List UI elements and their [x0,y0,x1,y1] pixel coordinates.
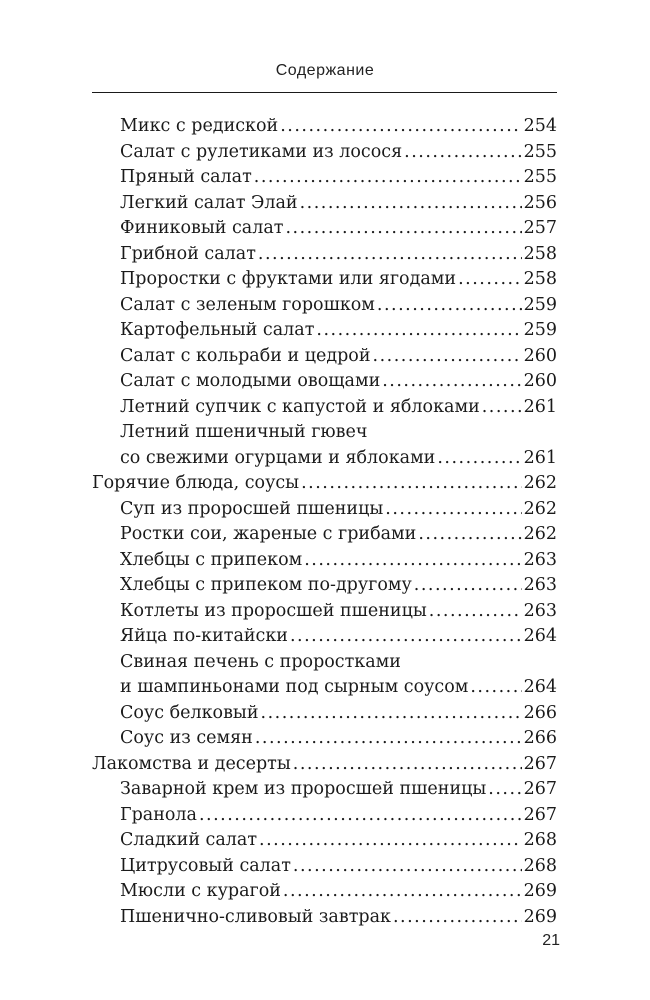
dot-leader [258,242,522,268]
toc-entry-title: Пряный салат [120,167,252,187]
toc-entry-title: Цитрусовый салат [120,855,291,876]
dot-leader [259,828,522,854]
toc-entry [92,497,557,523]
toc-entry-title: Салат с кольраби и цедрой [120,345,371,366]
toc-entry [92,191,557,217]
toc-entry-title: Картофельный салат [120,320,315,340]
toc-entry-title: Салат с рулетиками из лосося [120,141,403,162]
dot-leader [285,216,521,242]
toc-entry-title: Микс с редиской [120,116,279,136]
toc-entry [92,854,557,880]
toc-entry-page: 262 [523,473,557,493]
toc-entry [92,548,557,574]
dot-leader [316,318,521,344]
toc-entry-page: 261 [523,396,557,417]
toc-entry [92,267,557,293]
toc-entry-title: Яйца по-китайски [120,626,288,646]
dot-leader [300,191,522,217]
dot-leader [470,675,521,701]
toc-entry-page: 258 [523,269,557,289]
toc-entry [92,777,557,803]
toc-entry [92,726,557,752]
dot-leader [290,624,522,650]
toc-entry-page: 264 [523,677,557,697]
toc-entry [92,905,557,931]
toc-entry [92,803,557,829]
toc-entry-title: Соус из семян [120,728,253,748]
toc-entry [92,242,557,268]
toc-entry-page: 257 [523,218,557,238]
toc-entry-title-line1: Свиная печень с проростками [120,651,401,672]
toc-entry [92,701,557,727]
toc-section-entry [92,752,557,778]
toc-entry-title: Салат с молодыми овощами [120,371,381,391]
toc-entry-title: Суп из проросшей пшеницы [120,498,384,519]
dot-leader [482,395,522,421]
dot-leader [254,165,522,191]
dot-leader [373,344,522,370]
toc-entry-title: Мюсли с курагой [120,881,281,901]
dot-leader [293,752,522,778]
toc-entry-page: 259 [523,320,557,340]
toc-entry [92,420,557,471]
toc-entry-page: 268 [523,830,557,850]
toc-entry-page: 263 [523,600,557,621]
toc-entry-page: 262 [523,498,557,519]
dot-leader [261,701,522,727]
toc-entry-title: Соус белковый [120,702,259,723]
dot-leader [283,879,522,905]
dot-leader [458,267,522,293]
dot-leader [199,803,522,829]
table-of-contents [92,114,557,930]
toc-section-entry [92,471,557,497]
toc-entry-title: Грибной салат [120,243,256,264]
dot-leader [429,599,522,625]
toc-entry-page: 266 [523,702,557,723]
toc-entry-title: Горячие блюда, соусы [92,473,300,493]
toc-entry [92,624,557,650]
dot-leader [488,777,521,803]
toc-entry [92,879,557,905]
toc-entry-page: 255 [523,167,557,187]
toc-entry-title: Хлебцы с припеком [120,549,303,570]
toc-entry-title: Хлебцы с припеком по-другому [120,575,412,595]
toc-entry-page: 259 [523,294,557,315]
toc-entry-page: 260 [523,345,557,366]
dot-leader [255,726,522,752]
toc-entry [92,344,557,370]
toc-entry-page: 263 [523,575,557,595]
toc-entry [92,573,557,599]
toc-entry-title: Сладкий салат [120,830,258,850]
dot-leader [393,905,522,931]
dot-leader [377,293,522,319]
toc-entry-title: Легкий салат Элай [120,192,298,213]
dot-leader [280,114,521,140]
toc-entry-page: 267 [523,804,557,825]
toc-entry [92,216,557,242]
dot-leader [293,854,522,880]
toc-entry-title: Котлеты из проросшей пшеницы [120,600,427,621]
toc-entry-title: Салат с зеленым горошком [120,294,375,315]
toc-entry-title-line1: Летний пшеничный гювеч [120,422,368,442]
toc-entry-page: 261 [523,447,557,468]
toc-entry-title: Пшенично-сливовый завтрак [120,906,391,927]
toc-entry-page: 268 [523,855,557,876]
dot-leader [304,548,521,574]
toc-entry-title: Лакомства и десерты [92,753,291,774]
toc-entry-page: 254 [523,116,557,136]
toc-entry-page: 269 [523,906,557,927]
dot-leader [418,522,521,548]
toc-entry-page: 255 [523,141,557,162]
toc-entry [92,395,557,421]
toc-entry [92,140,557,166]
toc-entry [92,114,557,140]
dot-leader [437,446,521,472]
toc-entry-page: 258 [523,243,557,264]
dot-leader [301,471,521,497]
toc-entry [92,165,557,191]
toc-entry-page: 260 [523,371,557,391]
toc-entry-title: Ростки сои, жареные с грибами [120,524,417,544]
toc-entry [92,369,557,395]
toc-entry [92,828,557,854]
toc-entry-title: Проростки с фруктами или ягодами [120,269,457,289]
toc-entry-title: со свежими огурцами и яблоками [120,447,436,468]
toc-entry-title: Летний супчик с капустой и яблоками [120,396,480,417]
running-head-title: Содержание [275,62,375,79]
toc-entry [92,599,557,625]
toc-entry-title: Финиковый салат [120,218,284,238]
toc-entry-title: Гранола [120,804,197,825]
dot-leader [404,140,521,166]
toc-entry [92,650,557,701]
toc-entry-page: 267 [523,779,557,799]
toc-entry-page: 269 [523,881,557,901]
toc-entry [92,293,557,319]
toc-entry-title: Заварной крем из проросшей пшеницы [120,779,487,799]
page-number: 21 [542,932,560,949]
header-rule [92,92,557,93]
toc-entry-page: 266 [523,728,557,748]
toc-entry [92,522,557,548]
toc-entry [92,318,557,344]
dot-leader [385,497,521,523]
toc-entry-page: 263 [523,549,557,570]
toc-entry-page: 264 [523,626,557,646]
toc-entry-page: 256 [523,192,557,213]
toc-entry-title: и шампиньонами под сырным соусом [120,677,469,697]
toc-entry-page: 267 [523,753,557,774]
dot-leader [382,369,521,395]
dot-leader [414,573,522,599]
toc-entry-page: 262 [523,524,557,544]
